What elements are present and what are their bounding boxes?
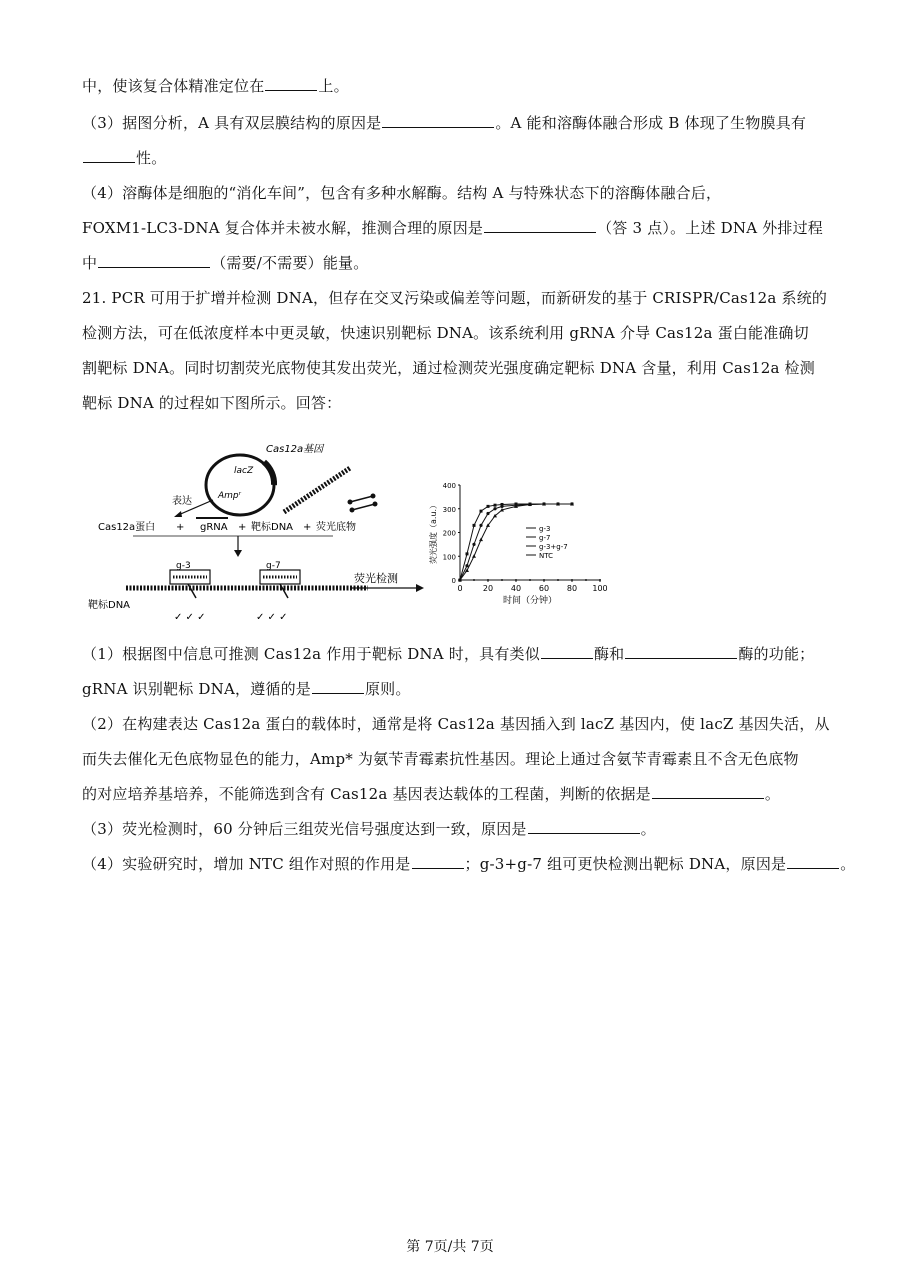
text-segment: FOXM1-LC3-DNA 复合体并未被水解，推测合理的原因是 [82, 219, 484, 237]
text-line [82, 393, 822, 413]
data-point [479, 524, 482, 527]
text-segment: （3）据图分析，A 具有双层膜结构的原因是 [82, 114, 382, 132]
cut-substrate-glyph [174, 612, 288, 623]
data-point [473, 579, 475, 581]
text-segment: （答 3 点）。上述 DNA 外排过程 [597, 219, 824, 237]
detect-arrow [416, 584, 424, 592]
data-point [487, 579, 489, 581]
data-point [473, 524, 476, 527]
x-tick-label: 0 [457, 584, 463, 593]
plus-3: + [303, 522, 312, 533]
g7-label: g-7 [266, 561, 281, 571]
x-tick-label: 60 [538, 584, 550, 593]
text-line [82, 854, 856, 874]
data-point [501, 503, 504, 506]
text-segment: 上。 [318, 77, 349, 95]
text-segment: 原则。 [364, 680, 411, 698]
x-axis-label: 时间（分钟） [502, 596, 558, 606]
answer-blank [541, 644, 593, 659]
text-segment: （2）在构建表达 Cas12a 蛋白的载体时，通常是将 Cas12a 基因插入到 lacZ 基因内，使 lacZ 基因失活，从 [82, 715, 830, 733]
figure-svg [88, 440, 628, 630]
data-point [571, 503, 574, 506]
text-segment: 检测方法，可在低浓度样本中更灵敏，快速识别靶标 DNA。该系统利用 gRNA 介导 Cas12a 蛋白能准确切 [82, 324, 809, 342]
answer-blank [484, 218, 596, 233]
y-tick-label: 100 [442, 553, 456, 562]
y-tick-label: 0 [451, 577, 456, 585]
series-line-g-3 [460, 504, 572, 580]
answer-blank [625, 644, 737, 659]
plasmid-amp: Ampʳ [218, 491, 241, 501]
text-segment: 。 [640, 820, 656, 838]
text-segment: （3）荧光检测时，60 分钟后三组荧光信号强度达到一致，原因是 [82, 820, 527, 838]
answer-blank [83, 148, 135, 163]
text-line [82, 218, 822, 238]
data-point [529, 579, 531, 581]
text-segment: 中，使该复合体精准定位在 [82, 77, 265, 95]
plasmid-insert [264, 462, 274, 485]
text-segment: 酶和 [593, 645, 625, 663]
text-segment: （4）溶酶体是细胞的“消化车间”，包含有多种水解酶。结构 A 与特殊状态下的溶酶体融合后， [82, 184, 722, 202]
text-segment: 21. PCR 可用于扩增并检测 DNA，但存在交叉污染或偏差等问题，而新研发的基于 CRISPR/Cas12a 系统的 [82, 289, 828, 307]
plus-2: + [238, 522, 247, 533]
text-line [82, 749, 822, 769]
y-tick-label: 400 [442, 482, 456, 490]
fluor-substrate-glyph [348, 494, 378, 513]
x-tick-label: 20 [482, 584, 494, 593]
text-segment: （4）实验研究时，增加 NTC 组作对照的作用是 [82, 855, 411, 873]
text-segment: 。 [840, 855, 856, 873]
answer-blank [312, 679, 364, 694]
text-line [82, 358, 822, 378]
data-point [557, 579, 559, 581]
text-line [82, 679, 822, 699]
text-line [82, 644, 822, 664]
data-point [479, 538, 483, 542]
data-point [501, 579, 503, 581]
data-point [557, 503, 560, 506]
data-point [487, 505, 490, 508]
detect-label: 荧光检测 [354, 572, 398, 585]
text-segment: 割靶标 DNA。同时切割荧光底物使其发出荧光，通过检测荧光强度确定靶标 DNA 含量，利用 Cas12a 检测 [82, 359, 815, 377]
text-segment: 。A 能和溶酶体融合形成 B 体现了生物膜具有 [495, 114, 807, 132]
x-tick-label: 100 [592, 584, 608, 593]
text-segment: 酶的功能； [738, 645, 815, 663]
legend-label: g-3+g-7 [539, 543, 568, 551]
data-point [472, 543, 475, 546]
express-label: 表达 [172, 496, 192, 507]
answer-blank [98, 253, 210, 268]
data-point [585, 579, 587, 581]
text-line [82, 714, 830, 734]
svg-text:✓ ✓ ✓: ✓ ✓ ✓ [256, 612, 288, 623]
data-point [529, 503, 532, 506]
text-segment: （1）根据图中信息可推测 Cas12a 作用于靶标 DNA 时，具有类似 [82, 645, 540, 663]
y-axis-label: 荧光强度（a.u.） [429, 500, 438, 565]
text-segment: 。 [764, 785, 781, 803]
target-dna-label: 靶标DNA [88, 600, 131, 611]
target-dna-helix [284, 468, 350, 512]
data-point [515, 503, 518, 506]
item-grna: gRNA [200, 522, 228, 533]
text-segment: gRNA 识别靶标 DNA，遵循的是 [82, 680, 311, 698]
text-segment: ；g-3+g-7 组可更快检测出靶标 DNA，原因是 [464, 855, 787, 873]
y-tick-label: 200 [442, 529, 456, 538]
data-point [466, 552, 469, 555]
text-line [82, 253, 822, 273]
g3-label: g-3 [176, 561, 191, 571]
text-segment: 的对应培养基培养，不能筛选到含有 Cas12a 基因表达载体的工程菌，判断的依据是 [82, 785, 651, 803]
data-point [480, 510, 483, 513]
data-point [494, 504, 497, 507]
answer-blank [412, 854, 464, 869]
y-tick-label: 300 [442, 505, 456, 514]
data-point [493, 507, 496, 510]
answer-blank [382, 113, 494, 128]
text-segment: 靶标 DNA 的过程如下图所示。回答： [82, 394, 342, 412]
plasmid-label: Cas12a基因 [266, 444, 324, 455]
page-footer: 第 7页/共 7页 [406, 1239, 494, 1255]
series-line-g-3+g-7 [460, 504, 572, 580]
text-line [82, 784, 822, 804]
text-line [82, 76, 822, 96]
x-tick-label: 80 [566, 584, 578, 593]
data-point [472, 554, 476, 558]
data-point [543, 579, 545, 581]
text-line [82, 288, 828, 308]
text-line [82, 323, 822, 343]
data-point [599, 579, 601, 581]
data-point [571, 579, 573, 581]
item-protein: Cas12a蛋白 [98, 522, 156, 533]
down-arrow [234, 550, 242, 557]
legend-label: NTC [539, 552, 553, 560]
text-segment: 性。 [136, 149, 167, 167]
plus-1: + [176, 522, 185, 533]
item-target: 靶标DNA [251, 522, 294, 533]
svg-text:✓ ✓ ✓: ✓ ✓ ✓ [174, 612, 206, 623]
answer-blank [787, 854, 839, 869]
answer-blank [652, 784, 764, 799]
data-point [543, 503, 546, 506]
text-segment: （需要/不需要）能量。 [211, 254, 369, 272]
answer-blank [528, 819, 640, 834]
series-line-g-7 [460, 504, 572, 580]
x-tick-label: 40 [510, 584, 522, 593]
text-segment: 中 [82, 254, 98, 272]
item-substrate: 荧光底物 [316, 522, 356, 533]
data-point [459, 579, 461, 581]
text-line [82, 113, 822, 133]
text-line [82, 148, 822, 168]
answer-blank [265, 76, 317, 91]
legend-label: g-7 [539, 534, 551, 542]
data-point [515, 579, 517, 581]
legend-label: g-3 [539, 525, 551, 533]
text-line [82, 819, 822, 839]
fluorescence-chart [428, 482, 608, 606]
text-line [82, 183, 822, 203]
data-point [486, 512, 489, 515]
plasmid-lacz: lacZ [234, 466, 254, 476]
data-point [465, 564, 468, 567]
figure-cas12a-detection [88, 440, 628, 630]
text-segment: 而失去催化无色底物显色的能力，Amp* 为氨苄青霉素抗性基因。理论上通过含氨苄青霉素且不含无色底物 [82, 750, 799, 768]
